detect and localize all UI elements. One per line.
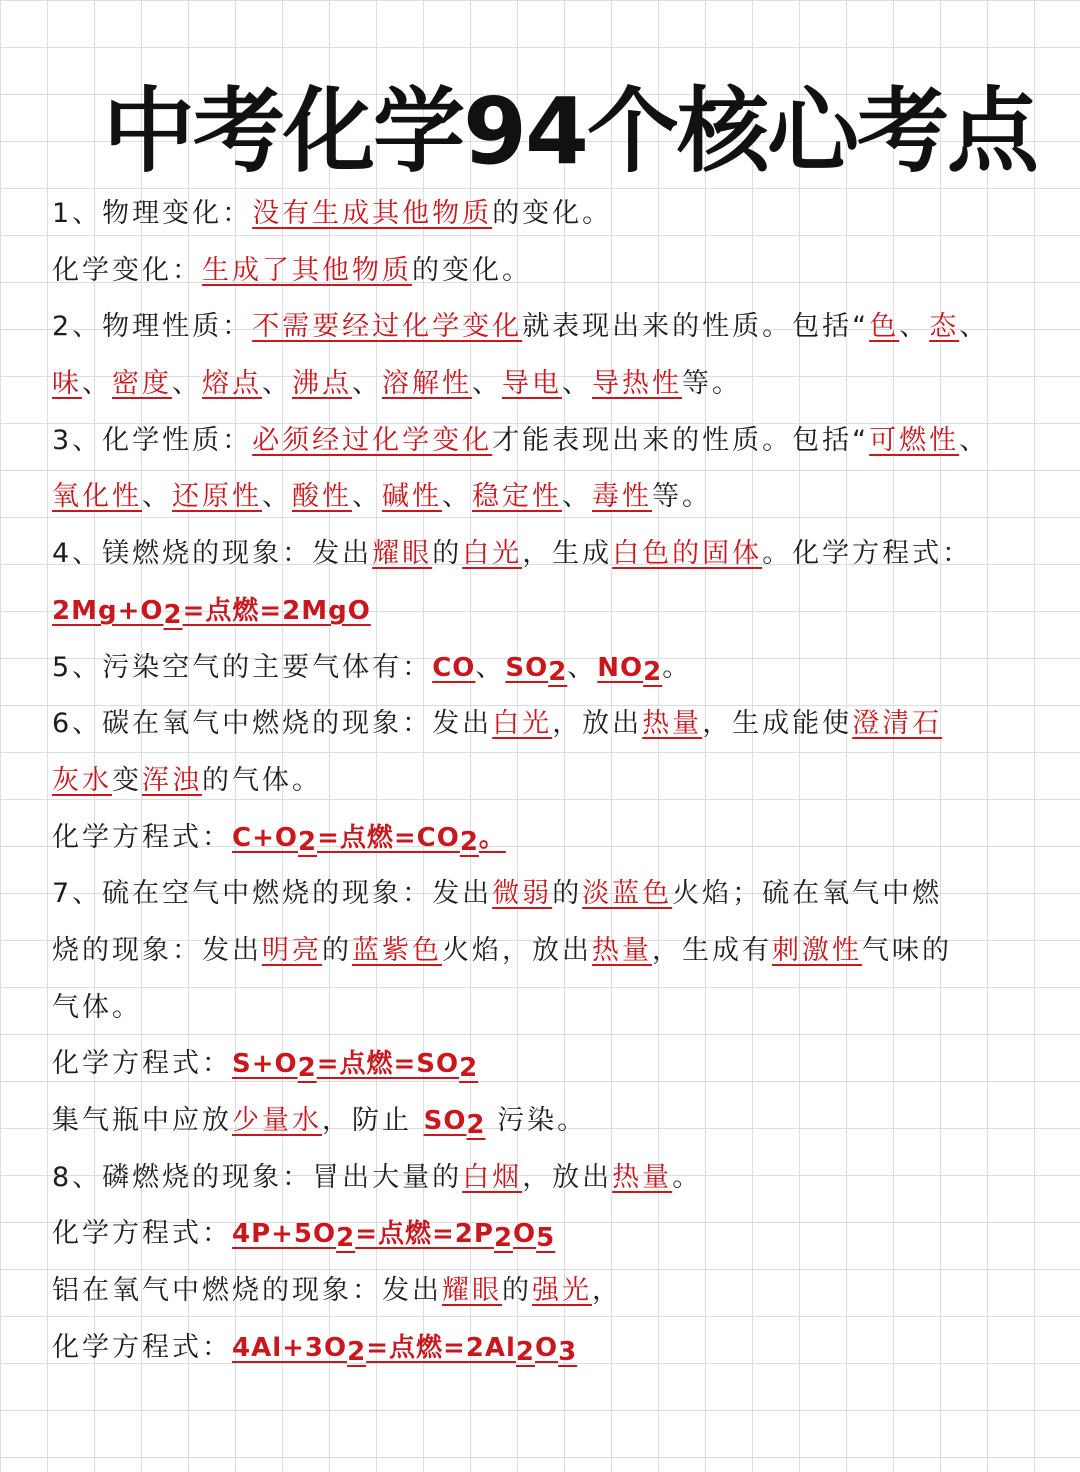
note-line <box>52 186 1037 243</box>
key-phrase: 必须经过化学变化 <box>252 424 493 456</box>
formula-text: 2 <box>515 1336 535 1367</box>
page-title: 中考化学94个核心考点 <box>102 78 1038 185</box>
formula-text: 2 <box>297 826 318 857</box>
key-phrase: 酸性 <box>292 481 352 513</box>
line-text: 等。 <box>682 368 742 400</box>
note-line <box>52 753 1037 810</box>
note-line <box>52 980 1037 1037</box>
key-phrase: 不需要经过化学变化 <box>252 311 523 343</box>
formula-text: =点燃=2P <box>355 1219 494 1250</box>
formula-text: 2 <box>459 826 479 857</box>
line-text: 6、碳在氧气中燃烧的现象：发出 <box>52 708 493 740</box>
key-phrase: 导热性 <box>592 368 682 400</box>
formula-text: 2 <box>336 1223 356 1254</box>
formula-text: 2 <box>466 1110 486 1140</box>
line-text: 铝在氧气中燃烧的现象：发出 <box>52 1275 442 1307</box>
key-phrase: 密度 <box>112 368 172 400</box>
key-phrase: 碱性 <box>382 481 442 513</box>
line-text: 、 <box>142 481 172 513</box>
line-text: 化学变化： <box>52 254 202 286</box>
key-phrase: 没有生成其他物质 <box>252 198 493 229</box>
formula-text: 2 <box>297 1053 317 1084</box>
line-text: ，生成 <box>522 538 613 570</box>
line-text: 的 <box>432 538 463 570</box>
line-text: 变 <box>112 764 142 796</box>
line-text: 、 <box>442 481 472 513</box>
line-text: 的气体。 <box>202 764 322 796</box>
key-phrase: 耀眼 <box>442 1275 502 1307</box>
line-text: 等。 <box>652 481 712 513</box>
formula-text: 2 <box>493 1223 514 1254</box>
formula-text: 2 <box>459 1053 479 1084</box>
formula-text: O <box>535 1332 559 1363</box>
formula-text: 2 <box>163 599 183 630</box>
key-phrase: 热量 <box>592 934 652 966</box>
line-text: 、 <box>472 368 502 400</box>
key-phrase: 少量水 <box>232 1105 322 1136</box>
note-line <box>52 1263 1037 1320</box>
line-text: 化学方程式： <box>52 1048 232 1080</box>
note-line <box>52 1036 1037 1093</box>
formula-text: CO <box>432 652 476 683</box>
key-phrase: 毒性 <box>592 481 652 513</box>
key-phrase: 生成了其他物质 <box>202 254 412 286</box>
note-line <box>52 243 1037 300</box>
key-phrase: 可燃性 <box>869 424 960 456</box>
line-text: ，放出 <box>552 708 643 740</box>
line-text: ， <box>592 1275 622 1307</box>
note-line <box>52 583 1037 640</box>
line-text: 4、镁燃烧的现象：发出 <box>52 538 373 570</box>
line-text: ，防止 <box>322 1105 424 1136</box>
key-phrase: 氧化性 <box>52 481 142 513</box>
line-text: 、 <box>562 481 592 513</box>
formula-text: 2 <box>347 1336 367 1367</box>
line-text: 气体。 <box>52 991 142 1023</box>
key-phrase: 浑浊 <box>142 764 202 796</box>
line-text: 1、物理变化： <box>52 198 253 229</box>
line-text: 的变化。 <box>412 254 532 286</box>
note-line <box>52 413 1037 470</box>
note-line <box>52 1150 1037 1207</box>
key-phrase: 热量 <box>642 708 703 740</box>
line-text: ，生成能使 <box>702 708 853 740</box>
formula-text: 3 <box>558 1336 578 1367</box>
line-text: 集气瓶中应放 <box>52 1105 232 1136</box>
line-text: 5、污染空气的主要气体有： <box>52 651 433 683</box>
line-text: 、 <box>352 481 382 513</box>
key-phrase: 熔点 <box>202 368 262 400</box>
line-text: 、 <box>262 368 292 400</box>
line-text: ，放出 <box>522 1161 613 1193</box>
line-text: 污染。 <box>485 1105 588 1136</box>
line-text: 、 <box>82 368 112 400</box>
note-line <box>52 356 1037 413</box>
formula-text: 4P+5O <box>232 1219 337 1250</box>
note-line <box>52 866 1037 923</box>
notes-body <box>52 186 1037 1376</box>
line-text: 3、化学性质： <box>52 424 253 456</box>
line-text: 。化学方程式： <box>762 538 973 570</box>
line-text: 火焰，放出 <box>442 934 592 966</box>
line-text: 的 <box>552 878 583 910</box>
formula-text: =点燃=SO <box>316 1049 460 1080</box>
note-line <box>52 696 1037 753</box>
line-text: ，生成有 <box>652 934 772 966</box>
formula-text: SO <box>423 1106 467 1136</box>
line-text: 烧的现象：发出 <box>52 934 262 966</box>
line-text: 气味的 <box>862 934 952 966</box>
formula-text: C+O <box>232 822 298 853</box>
key-phrase: 明亮 <box>262 934 322 966</box>
key-phrase: 耀眼 <box>372 538 433 570</box>
key-phrase: 澄清石 <box>852 708 943 740</box>
line-text: 、 <box>959 311 990 343</box>
note-line <box>52 299 1037 356</box>
formula-text: =点燃=CO <box>317 822 460 853</box>
line-text: 化学方程式： <box>52 1218 232 1250</box>
key-phrase: 刺激性 <box>772 934 862 966</box>
key-phrase: 还原性 <box>172 481 262 513</box>
line-text: 。 <box>662 651 693 683</box>
note-line <box>52 923 1037 980</box>
line-text: 才能表现出来的性质。包括“ <box>492 424 870 456</box>
key-phrase: 淡蓝色 <box>582 878 673 910</box>
note-line <box>52 1206 1037 1263</box>
formula-text: =点燃=2Al <box>366 1332 516 1363</box>
key-phrase: 导电 <box>502 368 562 400</box>
key-phrase: 微弱 <box>492 878 553 910</box>
line-text: 就表现出来的性质。包括“ <box>522 311 870 343</box>
key-phrase: 态 <box>929 311 960 343</box>
key-phrase: 白光 <box>462 538 523 570</box>
line-text: 7、硫在空气中燃烧的现象：发出 <box>52 878 493 910</box>
key-phrase: 稳定性 <box>472 481 562 513</box>
line-text: 、 <box>959 424 990 456</box>
key-phrase: 灰水 <box>52 764 112 796</box>
line-text: 、 <box>172 368 202 400</box>
line-text: 8、磷燃烧的现象：冒出大量的 <box>52 1161 463 1193</box>
line-text: 火焰；硫在氧气中燃 <box>672 878 943 910</box>
note-line <box>52 526 1037 583</box>
line-text: 、 <box>899 311 930 343</box>
formula-text: 。 <box>478 822 506 853</box>
formula-text: 2Mg+O <box>52 595 164 626</box>
note-line <box>52 1093 1037 1150</box>
note-line <box>52 640 1037 697</box>
key-phrase: 热量 <box>612 1161 673 1193</box>
line-text: 。 <box>672 1161 703 1193</box>
formula-text: =点燃=2MgO <box>182 595 371 626</box>
formula-text: S+O <box>232 1049 298 1080</box>
note-line <box>52 469 1037 526</box>
key-phrase: 色 <box>869 311 900 343</box>
formula-text: 4Al+3O <box>232 1332 348 1363</box>
key-phrase: 味 <box>52 368 82 400</box>
line-text: 的变化。 <box>492 198 613 229</box>
line-text: 2、物理性质： <box>52 311 253 343</box>
formula-text: 2 <box>548 656 568 687</box>
key-phrase: 白色的固体 <box>612 538 763 570</box>
key-phrase: 白烟 <box>462 1161 523 1193</box>
note-line <box>52 1320 1037 1377</box>
line-text: 化学方程式： <box>52 821 232 853</box>
formula-text: 2 <box>643 656 663 687</box>
key-phrase: 白光 <box>492 708 553 740</box>
line-text: 、 <box>475 651 506 683</box>
line-text: 化学方程式： <box>52 1331 232 1363</box>
line-text: 的 <box>322 934 352 966</box>
line-text: 、 <box>567 651 598 683</box>
line-text: 、 <box>352 368 382 400</box>
line-text: 的 <box>502 1275 532 1307</box>
formula-text: NO <box>597 652 644 683</box>
note-line <box>52 810 1037 867</box>
key-phrase: 溶解性 <box>382 368 472 400</box>
formula-text: O <box>513 1219 537 1250</box>
key-phrase: 强光 <box>532 1275 592 1307</box>
formula-text: 5 <box>536 1223 556 1254</box>
formula-text: SO <box>505 652 549 683</box>
line-text: 、 <box>262 481 292 513</box>
key-phrase: 沸点 <box>292 368 352 400</box>
key-phrase: 蓝紫色 <box>352 934 442 966</box>
line-text: 、 <box>562 368 592 400</box>
